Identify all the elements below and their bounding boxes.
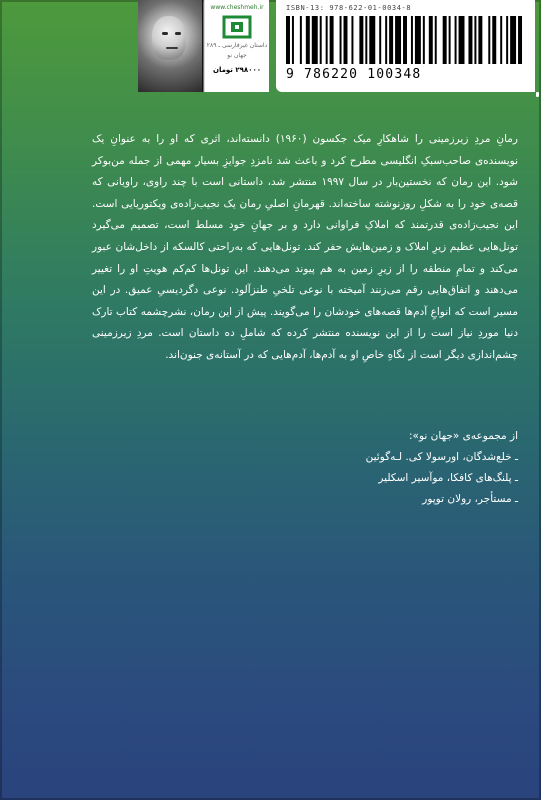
barcode-bar (415, 16, 421, 64)
author-photo (138, 0, 203, 92)
publisher-logo-icon (222, 15, 252, 39)
author-face (152, 16, 186, 60)
barcode-bar (510, 16, 516, 64)
barcode-bar (449, 16, 451, 64)
barcode-bar (506, 16, 508, 64)
author-eye-left (162, 32, 168, 35)
barcode-bar (423, 16, 425, 64)
barcode-bar (320, 16, 322, 64)
barcode-bar (500, 16, 502, 64)
barcode-bar (474, 16, 476, 64)
author-eye-right (175, 32, 181, 35)
barcode-bar (312, 16, 318, 64)
barcode-bar (365, 16, 367, 64)
barcode-bar (403, 16, 407, 64)
barcode-bar (389, 16, 393, 64)
barcode-bar (468, 16, 472, 64)
price: ۲۹۸۰۰۰ تومان (212, 66, 262, 74)
publisher-panel (204, 0, 269, 92)
author-mouth (166, 47, 178, 49)
publisher-series-line: داستان غیرفارسی ـ ۲۸۹ (206, 42, 268, 49)
barcode-bar (359, 16, 363, 64)
barcode-bar (306, 16, 310, 64)
barcode-bar (395, 16, 401, 64)
series-item: ـ مستأجر، رولان توپور (422, 493, 518, 505)
barcode-bar (459, 16, 465, 64)
barcode-bar (379, 16, 381, 64)
barcode-bar (385, 16, 387, 64)
barcode-digits: 9 786220 100348 (286, 67, 422, 82)
barcode-bar (492, 16, 496, 64)
barcode-bar (351, 16, 353, 64)
barcode-bar (300, 16, 302, 64)
barcode-bar (292, 16, 294, 64)
barcode-bar (488, 16, 490, 64)
barcode-bar (330, 16, 334, 64)
series-items (92, 447, 518, 510)
corner-mark (536, 92, 539, 97)
isbn-label: ISBN-13: 978-622-01-0034-8 (286, 4, 412, 12)
barcode-bar (344, 16, 348, 64)
series-item: ـ پلنگ‌های کافکا، موآسیر اسکلیر (378, 472, 518, 484)
publisher-url: www.cheshmeh.ir (210, 4, 264, 11)
barcode-box (276, 0, 535, 92)
barcode-bar (478, 16, 482, 64)
barcode-bar (518, 16, 522, 64)
barcode-bar (369, 16, 375, 64)
barcode-bar (326, 16, 328, 64)
barcode-bar (443, 16, 447, 64)
barcode-bar (429, 16, 433, 64)
barcode-bar (340, 16, 342, 64)
series-item: ـ خلع‌شدگان، اورسولا کی. لـه‌گوئین (365, 451, 518, 463)
back-cover-blurb: رمانِ مردِ زیرزمینی را شاهکارِ میک جکسون (۱۹۶۰) دانسته‌اند، اثری که او را به عنوانِ یک نویسنده‌ی صاحب‌سبکِ انگلیسی مطرح کرد و باعث شد نامزدِ جوایزِ بسیار مهمی از جمله من‌بوکر شود. این رمان که نخستین‌بار در سال ۱۹۹۷ منتشر شد، داستانی است با چند راوی، راویانی که قصه‌ی خود را به شکلِ روزنوشته ساخته‌اند. قهرمانِ اصلیِ رمان یک نجیب‌زاده‌ی ویکتوریایی است. این نجیب‌زاده‌ی قدرتمند که املاکِ فراوانی دارد و بر جهانِ خود مسلط است، تصمیم می‌گیرد تونل‌هایی عظیم زیرِ املاک و زمین‌هایش حفر کند. تونل‌هایی که به‌راحتی کالسکه از داخل‌شان عبور می‌کند و تمامِ منطقه را از زیرِ زمین به هم پیوند می‌دهند. این تونل‌ها کم‌کم هویت‌ِ او را تغییر می‌دهند و اتفاق‌هایی رقم می‌زنند آمیخته با نوعی تلخیِ طنزآلود. نوعی دگردیسیِ عمیق. در این مسیر است که انواعِ آدم‌ها قصه‌های خودشان را می‌گویند. پیش از این رمان، نشرچشمه کتاب تارک دنیا موردِ نیاز است را از این نویسنده منتشر کرده که شاملِ ده داستان است. مردِ زیرزمینی چشم‌اندازی دیگر است از نگاهِ خاصِ او به آدم‌ها، آدم‌هایی که در آستانه‌ی جنون‌اند. (92, 133, 518, 361)
series-list (92, 426, 518, 510)
barcode-bar (286, 16, 290, 64)
series-heading: از مجموعه‌ی «جهان نو»: (409, 430, 518, 442)
barcode-bars (286, 16, 524, 64)
barcode-bar (435, 16, 437, 64)
barcode-bar (411, 16, 413, 64)
publisher-series-name: جهان نو (227, 52, 247, 59)
barcode-bar (455, 16, 457, 64)
